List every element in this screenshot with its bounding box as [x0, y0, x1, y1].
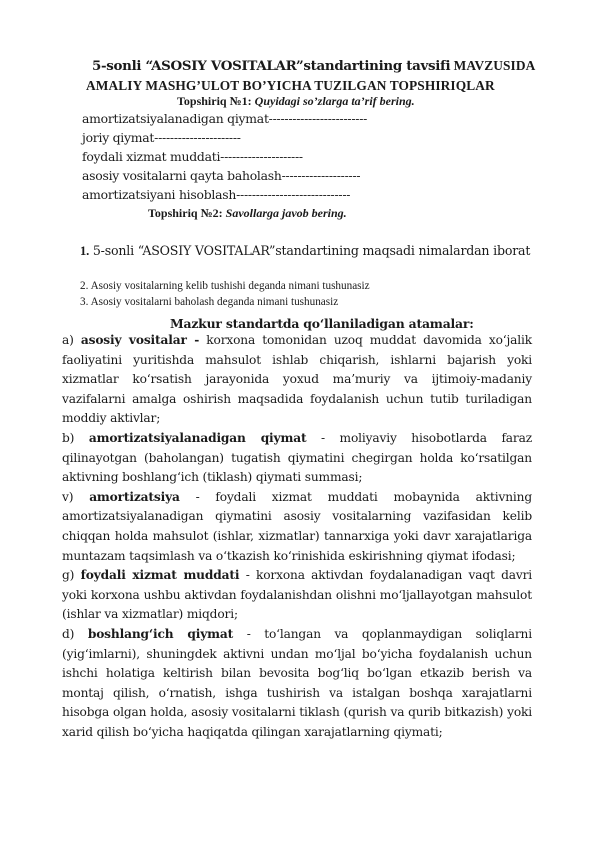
task1-label: Topshiriq №1:: [177, 94, 252, 108]
question-1-number: 1.: [80, 244, 90, 258]
definition-item: [62, 488, 532, 566]
section-title: Mazkur standartda qo‘llaniladigan atamalar:: [170, 316, 474, 331]
document-title-part1: 5-sonli “ASOSIY VOSITALAR”standartining tavsifi: [92, 58, 451, 74]
question-1: [80, 241, 550, 261]
term-line: amortizatsiyalanadigan qiymat-------------------------: [82, 111, 368, 126]
definition-item: [62, 429, 532, 488]
term-line: asosiy vositalarni qayta baholash--------------------: [82, 168, 361, 183]
task2-text: Savollarga javob bering.: [225, 206, 347, 220]
task2-label: Topshiriq №2:: [148, 206, 223, 220]
definition-term: foydali xizmat muddati: [80, 568, 240, 583]
definition-text: - moliyaviy hisobotlarda faraz qilinayotgan (baholangan) tugatish qiymatini chegirgan holda ko‘rsatilgan aktivning boshlang‘ich (tiklash) qiymati summasi;: [62, 430, 532, 485]
term-line: foydali xizmat muddati---------------------: [82, 149, 303, 164]
definition-text: - korxona aktivdan foydalanadigan vaqt davri yoki korxona ushbu aktivdan foydalanishdan olishni mo‘ljallayotgan mahsulot (ishlar va xizmatlar) miqdori;: [62, 568, 532, 622]
definition-letter: g): [62, 568, 75, 583]
definition-letter: a): [62, 333, 74, 347]
definition-text: - to‘langan va qoplanmaydigan soliqlarni (yig‘imlarni), shuningdek aktivni undan mo‘ljal bo‘yicha foydalanish uchun ishchi holatiga keltirish bilan bevosita bog‘liq bo‘lgan etkazib berish va montaj qilish, o‘rnatish, ishga tushirish va istalgan boshqa xarajatlarni hisobga olgan holda, asosiy vositalarni tiklash (qurish va qurib bitkazish) yoki xarid qilish bo‘yicha haqiqatda qilingan xarajatlarning qiymati;: [62, 626, 532, 739]
definition-letter: v): [62, 489, 74, 504]
task1-heading: [177, 94, 415, 109]
definition-letter: b): [62, 430, 75, 445]
definition-text: - foydali xizmat muddati mobaynida aktivning amortizatsiyalanadigan qiymatini asosiy vositalarning vazifasidan kelib chiqqan holda mahsulot (ishlar, xizmatlar) tannarxiga yoki davr xarajatlariga muntazam taqsimlash va o‘tkazish ko‘rinishida eskirishning qiymat ifodasi;: [62, 489, 532, 563]
definition-item: [62, 625, 532, 743]
term-line: joriy qiymat----------------------: [82, 130, 241, 145]
definition-term: amortizatsiyalanadigan qiymat: [88, 430, 307, 445]
document-subtitle: AMALIY MASHG’ULOT BO’YICHA TUZILGAN TOPSHIRIQLAR: [86, 78, 495, 93]
definition-term: amortizatsiya: [89, 489, 180, 504]
definition-item: [62, 331, 532, 429]
question-1-text: 5-sonli “ASOSIY VOSITALAR”standartining maqsadi nimalardan iborat: [89, 243, 531, 258]
question-3: 3. Asosiy vositalarni baholash deganda nimani tushunasiz: [80, 296, 339, 308]
definition-letter: d): [62, 626, 75, 641]
task1-text: Quyidagi so’zlarga ta’rif bering.: [254, 94, 415, 108]
definitions-list: [62, 331, 532, 742]
document-title-part2: MAVZUSIDA: [453, 58, 536, 73]
question-2: 2. Asosiy vositalarning kelib tushishi deganda nimani tushunasiz: [80, 280, 370, 292]
term-line: amortizatsiyani hisoblash-----------------------------: [82, 187, 351, 202]
definition-item: [62, 566, 532, 625]
document-title: [92, 58, 535, 74]
definition-text: korxona tomonidan uzoq muddat davomida xo‘jalik faoliyatini yuritishda mahsulot ishlab chiqarish, ishlarni bajarish yoki xizmatlar ko‘rsatish jarayonida yoxud ma’muriy va ijtimoiy-madaniy vazifalarni amalga oshirish maqsadida foydalanish uchun tutib turiladigan moddiy aktivlar;: [62, 333, 533, 426]
task2-heading: [148, 206, 347, 221]
definition-term: boshlang‘ich qiymat: [87, 626, 234, 641]
definition-term: asosiy vositalar -: [80, 333, 200, 347]
